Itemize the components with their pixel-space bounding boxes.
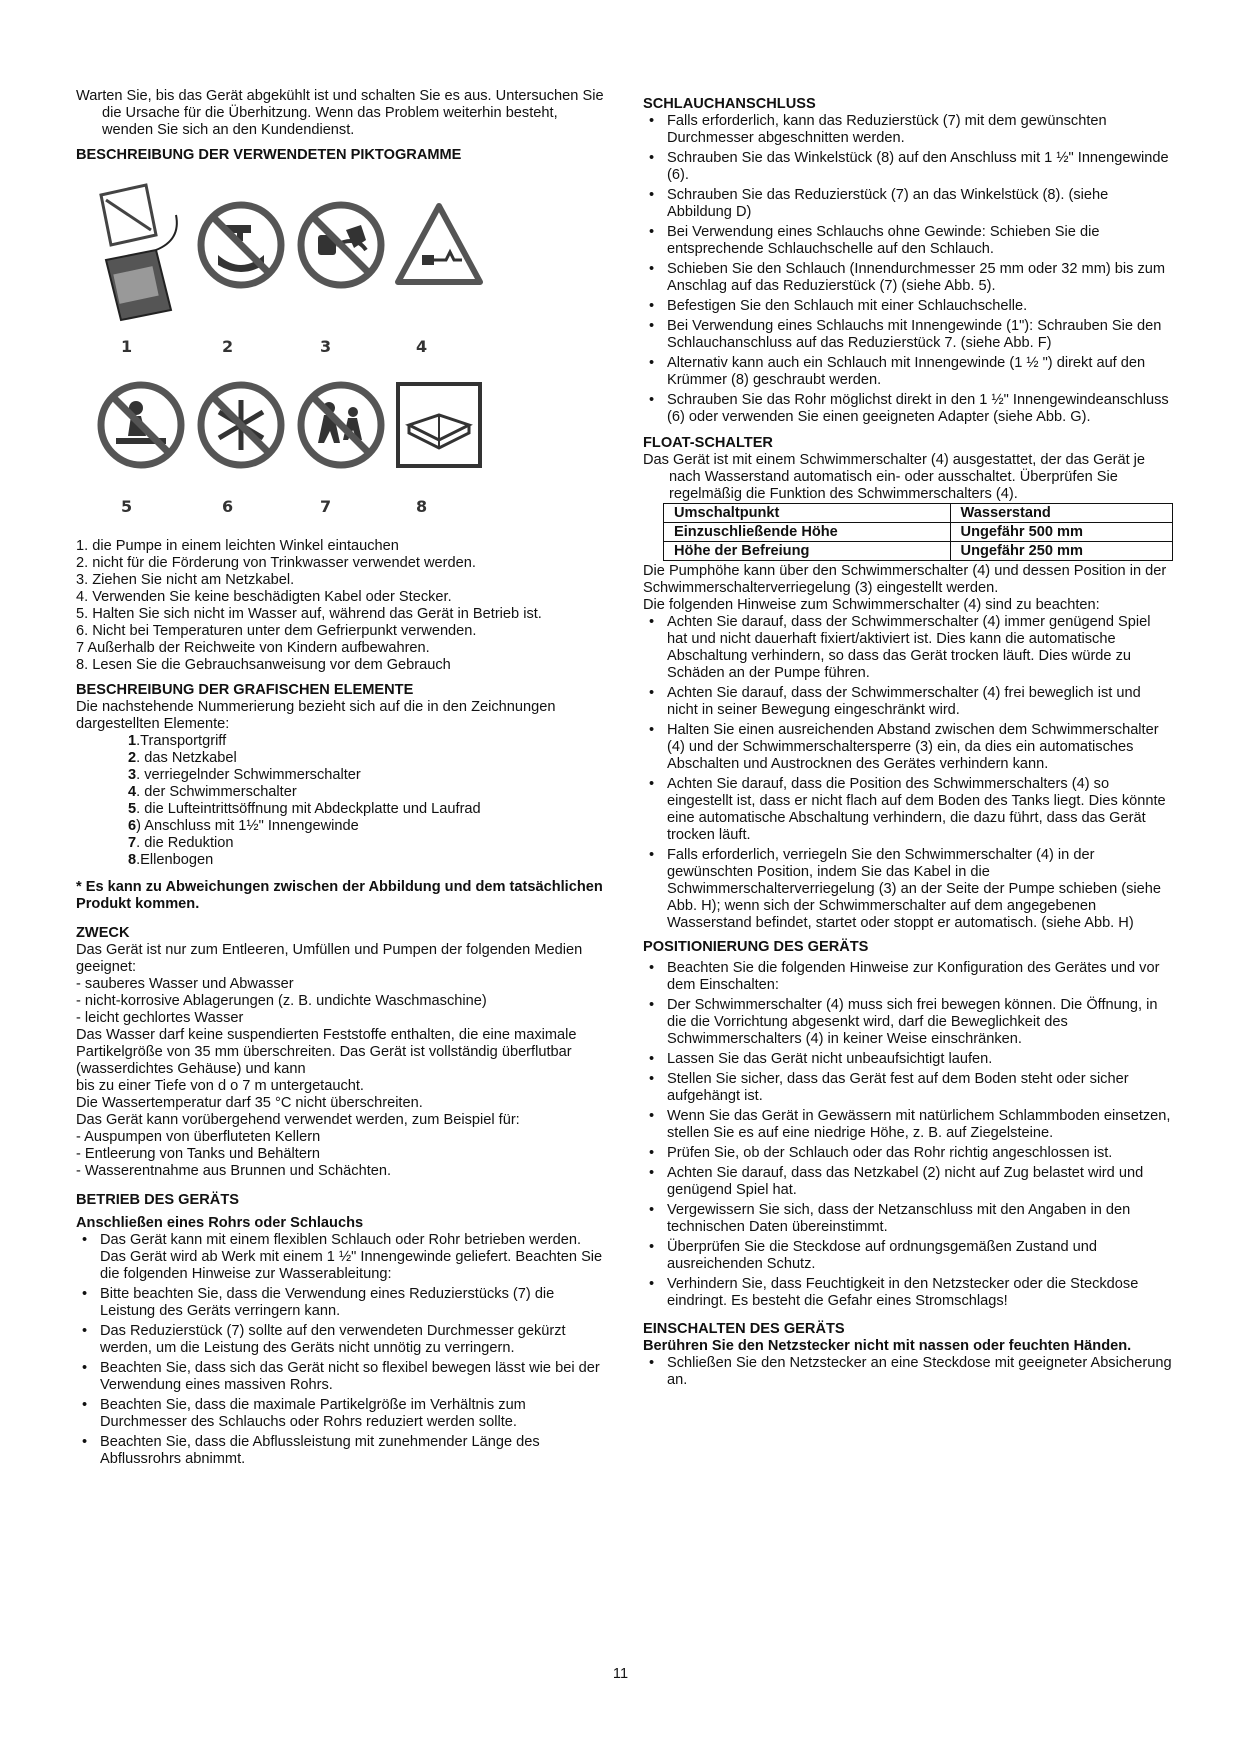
list-item — [128, 801, 606, 818]
hose-heading: SCHLAUCHANSCHLUSS — [643, 96, 816, 112]
switch-on-warning: Berühren Sie den Netzstecker nicht mit nassen oder feuchten Händen. — [643, 1338, 1132, 1354]
list-item: 2. nicht für die Förderung von Trinkwasser verwendet werden. — [76, 555, 476, 571]
list-item: 3. Ziehen Sie nicht am Netzkabel. — [76, 572, 295, 588]
no-person-in-water-icon — [96, 380, 186, 470]
tilt-pump-icon — [96, 180, 186, 325]
switch-on-bullets — [643, 1355, 1173, 1389]
list-item: 6. Nicht bei Temperaturen unter dem Gefrierpunkt verwenden. — [76, 623, 477, 639]
list-item: - Wasserentnahme aus Brunnen und Schächten. — [76, 1163, 392, 1179]
float-notes-intro: Die folgenden Hinweise zum Schwimmerschalter (4) sind zu beachten: — [643, 597, 1100, 613]
switch-on-heading: EINSCHALTEN DES GERÄTS — [643, 1321, 845, 1337]
list-item: • Bei Verwendung eines Schlauchs mit Innengewinde (1"): Schrauben Sie den Schlauchanschluss auf das Reduzierstück 7. (siehe Abb. F) — [643, 318, 1173, 352]
element-text: .Transportgriff — [136, 733, 227, 749]
list-item: - nicht-korrosive Ablagerungen (z. B. undichte Waschmaschine) — [76, 993, 487, 1009]
list-item: 5. Halten Sie sich nicht im Wasser auf, während das Gerät in Betrieb ist. — [76, 606, 542, 622]
list-item: Die Wassertemperatur darf 35 °C nicht überschreiten. — [76, 1095, 423, 1111]
list-item: bis zu einer Tiefe von d o 7 m untergetaucht. — [76, 1078, 364, 1094]
list-item: • Achten Sie darauf, dass der Schwimmerschalter (4) frei beweglich ist und nicht in seiner Bewegung eingeschränkt wird. — [643, 685, 1173, 719]
list-item: • Lassen Sie das Gerät nicht unbeaufsichtigt laufen. — [643, 1051, 1173, 1068]
element-number: 4 — [128, 784, 137, 800]
graphics-intro: Die nachstehende Nummerierung bezieht sich auf die in den Zeichnungen dargestellten Elemente: — [76, 699, 556, 732]
list-item: • Überprüfen Sie die Steckdose auf ordnungsgemäßen Zustand und ausreichenden Schutz. — [643, 1239, 1173, 1273]
no-children-icon — [296, 380, 386, 470]
list-item: • Vergewissern Sie sich, dass der Netzanschluss mit den Angaben in den technischen Daten übereinstimmt. — [643, 1202, 1173, 1236]
list-item: • Alternativ kann auch ein Schlauch mit Innengewinde (1 ½ ") direkt auf den Krümmer (8) geschraubt werden. — [643, 355, 1173, 389]
list-item: 1. die Pumpe in einem leichten Winkel eintauchen — [76, 538, 399, 554]
operation-heading: BETRIEB DES GERÄTS — [76, 1192, 239, 1208]
deviation-note: * Es kann zu Abweichungen zwischen der Abbildung und dem tatsächlichen Produkt kommen. — [76, 879, 603, 912]
list-item: - sauberes Wasser und Abwasser — [76, 976, 294, 992]
element-number: 8 — [128, 852, 137, 868]
list-item: • Der Schwimmerschalter (4) muss sich frei bewegen können. Die Öffnung, in die die Vorrichtung abgesenkt wird, darf die Beweglichkeit des Schwimmerschalters (4) in keiner Weise einschränken. — [643, 997, 1173, 1048]
list-item: • Bitte beachten Sie, dass die Verwendung eines Reduzierstücks (7) die Leistung des Geräts verringern kann. — [76, 1286, 606, 1320]
float-bullets — [643, 614, 1173, 932]
no-cable-pull-icon — [296, 200, 386, 290]
hose-bullets — [643, 113, 1173, 426]
element-number: 5 — [128, 801, 137, 817]
table-cell: Ungefähr 250 mm — [950, 542, 1172, 561]
position-heading: POSITIONIERUNG DES GERÄTS — [643, 939, 869, 955]
list-item: Das Gerät kann vorübergehend verwendet werden, zum Beispiel für: — [76, 1112, 520, 1128]
pictogram-number: 4 — [416, 337, 428, 356]
purpose-text — [76, 942, 606, 1180]
element-number: 6 — [128, 818, 137, 834]
list-item: 4. Verwenden Sie keine beschädigten Kabel oder Stecker. — [76, 589, 452, 605]
pictogram-number: 8 — [416, 497, 428, 516]
list-item: • Achten Sie darauf, dass das Netzkabel (2) nicht auf Zug belastet wird und genügend Spiel hat. — [643, 1165, 1173, 1199]
list-item: • Prüfen Sie, ob der Schlauch oder das Rohr richtig angeschlossen ist. — [643, 1145, 1173, 1162]
list-item — [128, 733, 606, 750]
list-item: • Beachten Sie, dass die Abflussleistung mit zunehmender Länge des Abflussrohrs abnimmt. — [76, 1434, 606, 1468]
list-item: 7 Außerhalb der Reichweite von Kindern aufbewahren. — [76, 640, 430, 656]
list-item — [128, 767, 606, 784]
list-item: • Beachten Sie die folgenden Hinweise zur Konfiguration des Gerätes und vor dem Einschalten: — [643, 960, 1173, 994]
element-list — [128, 733, 606, 869]
table-cell: Einzuschließende Höhe — [664, 523, 951, 542]
element-text: . der Schwimmerschalter — [136, 784, 297, 800]
list-item: 8. Lesen Sie die Gebrauchsanweisung vor dem Gebrauch — [76, 657, 451, 673]
element-text: . das Netzkabel — [136, 750, 237, 766]
table-cell: Höhe der Befreiung — [664, 542, 951, 561]
list-item: • Verhindern Sie, dass Feuchtigkeit in den Netzstecker oder die Steckdose eindringt. Es besteht die Gefahr eines Stromschlags! — [643, 1276, 1173, 1310]
list-item: • Wenn Sie das Gerät in Gewässern mit natürlichem Schlammboden einsetzen, stellen Sie es auf eine niedrige Höhe, z. B. auf Ziegelsteine. — [643, 1108, 1173, 1142]
list-item — [128, 750, 606, 767]
element-text: . die Lufteintrittsöffnung mit Abdeckplatte und Laufrad — [136, 801, 481, 817]
position-bullets — [643, 960, 1173, 1310]
no-frost-icon — [196, 380, 286, 470]
page-number: 11 — [612, 1666, 629, 1682]
list-item: • Das Gerät kann mit einem flexiblen Schlauch oder Rohr betrieben werden. Das Gerät wird ab Werk mit einem 1 ½" Innengewinde geliefert. Beachten Sie die folgenden Hinweise zur Wasserableitung: — [76, 1232, 606, 1283]
table-row — [664, 523, 1173, 542]
read-manual-icon — [394, 380, 484, 470]
pipe-heading: Anschließen eines Rohrs oder Schlauchs — [76, 1215, 364, 1231]
float-heading: FLOAT-SCHALTER — [643, 435, 773, 451]
element-text: .Ellenbogen — [136, 852, 214, 868]
pictogram-descriptions — [76, 538, 606, 674]
list-item: • Falls erforderlich, verriegeln Sie den Schwimmerschalter (4) in der gewünschten Position, indem Sie das Kabel in die Schwimmerschalterverriegelung (3) an der Seite der Pumpe schieben (siehe Abb. H); wenn sich der Schwimmerschalter auf dem angegebenen Wasserstand befindet, startet oder stoppt er automatisch. (siehe Abb. H) — [643, 847, 1173, 932]
pictogram-number: 5 — [121, 497, 133, 516]
pictogram-number: 7 — [320, 497, 332, 516]
pipe-bullets — [76, 1232, 606, 1468]
list-item: • Achten Sie darauf, dass die Position des Schwimmerschalters (4) so eingestellt ist, dass er nicht flach auf dem Boden des Tanks liegt. Dies könnte eine automatische Abschaltung verhindern, die dazu führt, dass das Gerät trocken läuft. — [643, 776, 1173, 844]
right-column — [643, 88, 1173, 1392]
list-item: • Das Reduzierstück (7) sollte auf den verwendeten Durchmesser gekürzt werden, um die Leistung des Geräts nicht unnötig zu verringern. — [76, 1323, 606, 1357]
list-item: • Beachten Sie, dass sich das Gerät nicht so flexibel bewegen lässt wie bei der Verwendung eines massiven Rohrs. — [76, 1360, 606, 1394]
element-number: 2 — [128, 750, 137, 766]
list-item: • Schrauben Sie das Reduzierstück (7) an das Winkelstück (8). (siehe Abbildung D) — [643, 187, 1173, 221]
list-item: - leicht gechlortes Wasser — [76, 1010, 244, 1026]
list-item — [128, 852, 606, 869]
element-number: 7 — [128, 835, 137, 851]
list-item: • Bei Verwendung eines Schlauchs ohne Gewinde: Schieben Sie die entsprechende Schlauchschelle auf den Schlauch. — [643, 224, 1173, 258]
table-cell: Umschaltpunkt — [664, 504, 951, 523]
pictogram-number: 3 — [320, 337, 332, 356]
list-item: • Achten Sie darauf, dass der Schwimmerschalter (4) immer genügend Spiel hat und nicht dauerhaft fixiert/aktiviert ist. Dies kann die automatische Abschaltung verhindern, so dass das Gerät trocken läuft. Dies würde zu Schäden an der Pumpe führen. — [643, 614, 1173, 682]
list-item — [128, 784, 606, 801]
table-row — [664, 542, 1173, 561]
list-item: • Schrauben Sie das Rohr möglichst direkt in den 1 ½" Innengewindeanschluss (6) oder verwenden Sie einen geeigneten Adapter (siehe Abb. G). — [643, 392, 1173, 426]
float-intro: Das Gerät ist mit einem Schwimmerschalter (4) ausgestattet, der das Gerät je nach Wasserstand automatisch ein- oder ausschaltet. Überprüfen Sie regelmäßig die Funktion des Schwimmerschalters (4). — [643, 452, 1146, 502]
pictogram-number: 6 — [222, 497, 234, 516]
list-item: • Falls erforderlich, kann das Reduzierstück (7) mit dem gewünschten Durchmesser abgeschnitten werden. — [643, 113, 1173, 147]
list-item: • Schrauben Sie das Winkelstück (8) auf den Anschluss mit 1 ½" Innengewinde (6). — [643, 150, 1173, 184]
table-row — [664, 504, 1173, 523]
intro-text: Warten Sie, bis das Gerät abgekühlt ist und schalten Sie es aus. Untersuchen Sie die Ursache für die Überhitzung. Wenn das Problem weiterhin besteht, wenden Sie sich an den Kundendienst. — [76, 88, 604, 138]
pictogram-number: 1 — [121, 337, 133, 356]
graphics-heading: BESCHREIBUNG DER GRAFISCHEN ELEMENTE — [76, 682, 414, 698]
table-cell: Ungefähr 500 mm — [950, 523, 1172, 542]
pictogram-number: 2 — [222, 337, 234, 356]
list-item: • Schließen Sie den Netzstecker an eine Steckdose mit geeigneter Absicherung an. — [643, 1355, 1173, 1389]
element-number: 3 — [128, 767, 137, 783]
float-table — [663, 503, 1173, 561]
purpose-heading: ZWECK — [76, 925, 130, 941]
list-item: Das Wasser darf keine suspendierten Feststoffe enthalten, die eine maximale Partikelgröße von 35 mm überschreiten. Das Gerät ist vollständig überflutbar (wasserdichtes Gehäuse) und kann — [76, 1027, 577, 1077]
list-item: - Entleerung von Tanks und Behältern — [76, 1146, 320, 1162]
list-item: Das Gerät ist nur zum Entleeren, Umfüllen und Pumpen der folgenden Medien geeignet: — [76, 942, 583, 975]
list-item: • Befestigen Sie den Schlauch mit einer Schlauchschelle. — [643, 298, 1173, 315]
list-item: • Schieben Sie den Schlauch (Innendurchmesser 25 mm oder 32 mm) bis zum Anschlag auf das Reduzierstück (7) (siehe Abb. 5). — [643, 261, 1173, 295]
list-item: - Auspumpen von überfluteten Kellern — [76, 1129, 321, 1145]
list-item — [128, 835, 606, 852]
list-item — [128, 818, 606, 835]
list-item: • Halten Sie einen ausreichenden Abstand zwischen dem Schwimmerschalter (4) und der Schwimmerschaltersperre (3) ein, da dies ein automatisches Abschalten und Austrocknen des Gerätes verhindern kann. — [643, 722, 1173, 773]
element-text: . die Reduktion — [136, 835, 234, 851]
pictograms-heading: BESCHREIBUNG DER VERWENDETEN PIKTOGRAMME — [76, 147, 462, 163]
left-column — [76, 88, 606, 1471]
element-text: ) Anschluss mit 1½" Innengewinde — [136, 818, 359, 834]
pictogram-grid — [76, 170, 606, 530]
list-item: • Beachten Sie, dass die maximale Partikelgröße im Verhältnis zum Durchmesser des Schlauchs oder Rohrs reduziert werden sollte. — [76, 1397, 606, 1431]
element-text: . verriegelnder Schwimmerschalter — [136, 767, 361, 783]
table-cell: Wasserstand — [950, 504, 1172, 523]
no-drinking-water-icon — [196, 200, 286, 290]
list-item: • Stellen Sie sicher, dass das Gerät fest auf dem Boden steht oder sicher aufgehängt ist. — [643, 1071, 1173, 1105]
element-number: 1 — [128, 733, 137, 749]
damaged-cable-warning-icon — [394, 200, 484, 290]
float-after: Die Pumphöhe kann über den Schwimmerschalter (4) und dessen Position in der Schwimmerschalterverriegelung (3) eingestellt werden. — [643, 563, 1167, 596]
